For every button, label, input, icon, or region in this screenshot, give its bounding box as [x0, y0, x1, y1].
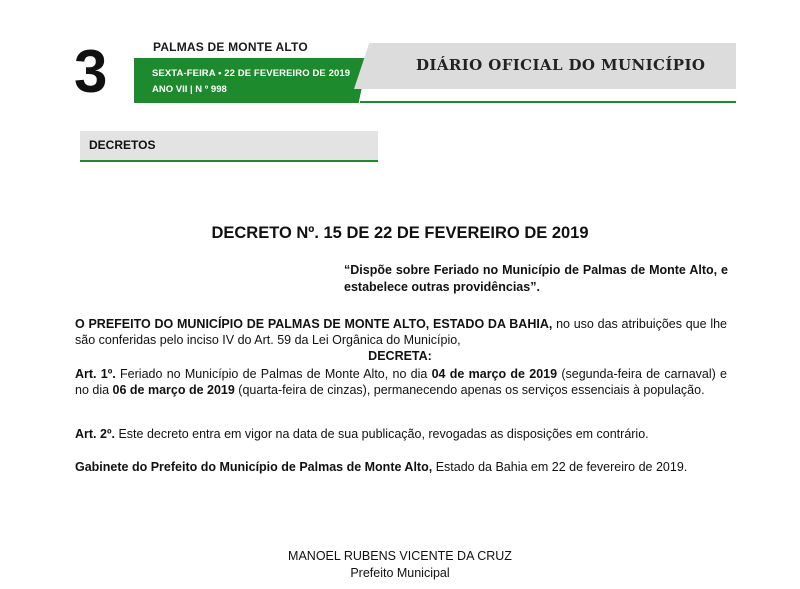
edition-banner [134, 58, 368, 103]
signatory-name: MANOEL RUBENS VICENTE DA CRUZ [288, 549, 512, 563]
article-1 [75, 366, 727, 398]
preamble-authority: O PREFEITO DO MUNICÍPIO DE PALMAS DE MONTE ALTO, ESTADO DA BAHIA, [75, 317, 553, 331]
page-number: 3 [74, 38, 108, 105]
closing-text: Estado da Bahia em 22 de fevereiro de 2019. [432, 460, 688, 474]
article-2-text: Este decreto entra em vigor na data de sua publicação, revogadas as disposições em contrário. [115, 427, 649, 441]
publication-date: SEXTA-FEIRA • 22 DE FEVEREIRO DE 2019 [152, 68, 351, 79]
section-underline [80, 160, 378, 162]
article-1-date-2: 06 de março de 2019 [112, 383, 235, 397]
article-1-text-c: (quarta-feira de cinzas), permanecendo apenas os serviços essenciais à população. [234, 383, 705, 397]
article-2-label: Art. 2º. [75, 427, 115, 441]
decree-title: DECRETO Nº. 15 DE 22 DE FEVEREIRO DE 2019 [211, 224, 589, 242]
article-2 [75, 426, 727, 442]
section-label: DECRETOS [89, 138, 156, 152]
article-1-date-1: 04 de março de 2019 [431, 367, 558, 381]
edition-number: ANO VII | N º 998 [152, 84, 227, 95]
preamble-text: no uso das atribuições que lhe são conferidas pelo inciso IV do Art. 59 da Lei Orgânica do Município, [75, 317, 727, 347]
publication-title: DIÁRIO OFICIAL DO MUNICÍPIO [416, 56, 706, 74]
article-1-label: Art. 1º. [75, 367, 116, 381]
signatory-role: Prefeito Municipal [350, 566, 450, 580]
city-name: PALMAS DE MONTE ALTO [153, 40, 308, 54]
title-band-underline [360, 101, 736, 103]
article-1-text-b: (segunda-feira de carnaval) e no dia [75, 367, 728, 397]
decreta-heading: DECRETA: [368, 349, 432, 363]
article-1-text-a: Feriado no Município de Palmas de Monte Alto, no dia [115, 367, 432, 381]
decree-preamble [75, 316, 727, 348]
closing-office: Gabinete do Prefeito do Município de Palmas de Monte Alto, [75, 460, 433, 474]
closing-paragraph [75, 459, 727, 475]
decree-ementa: “Dispõe sobre Feriado no Município de Palmas de Monte Alto, e estabelece outras providências”. [344, 263, 728, 294]
